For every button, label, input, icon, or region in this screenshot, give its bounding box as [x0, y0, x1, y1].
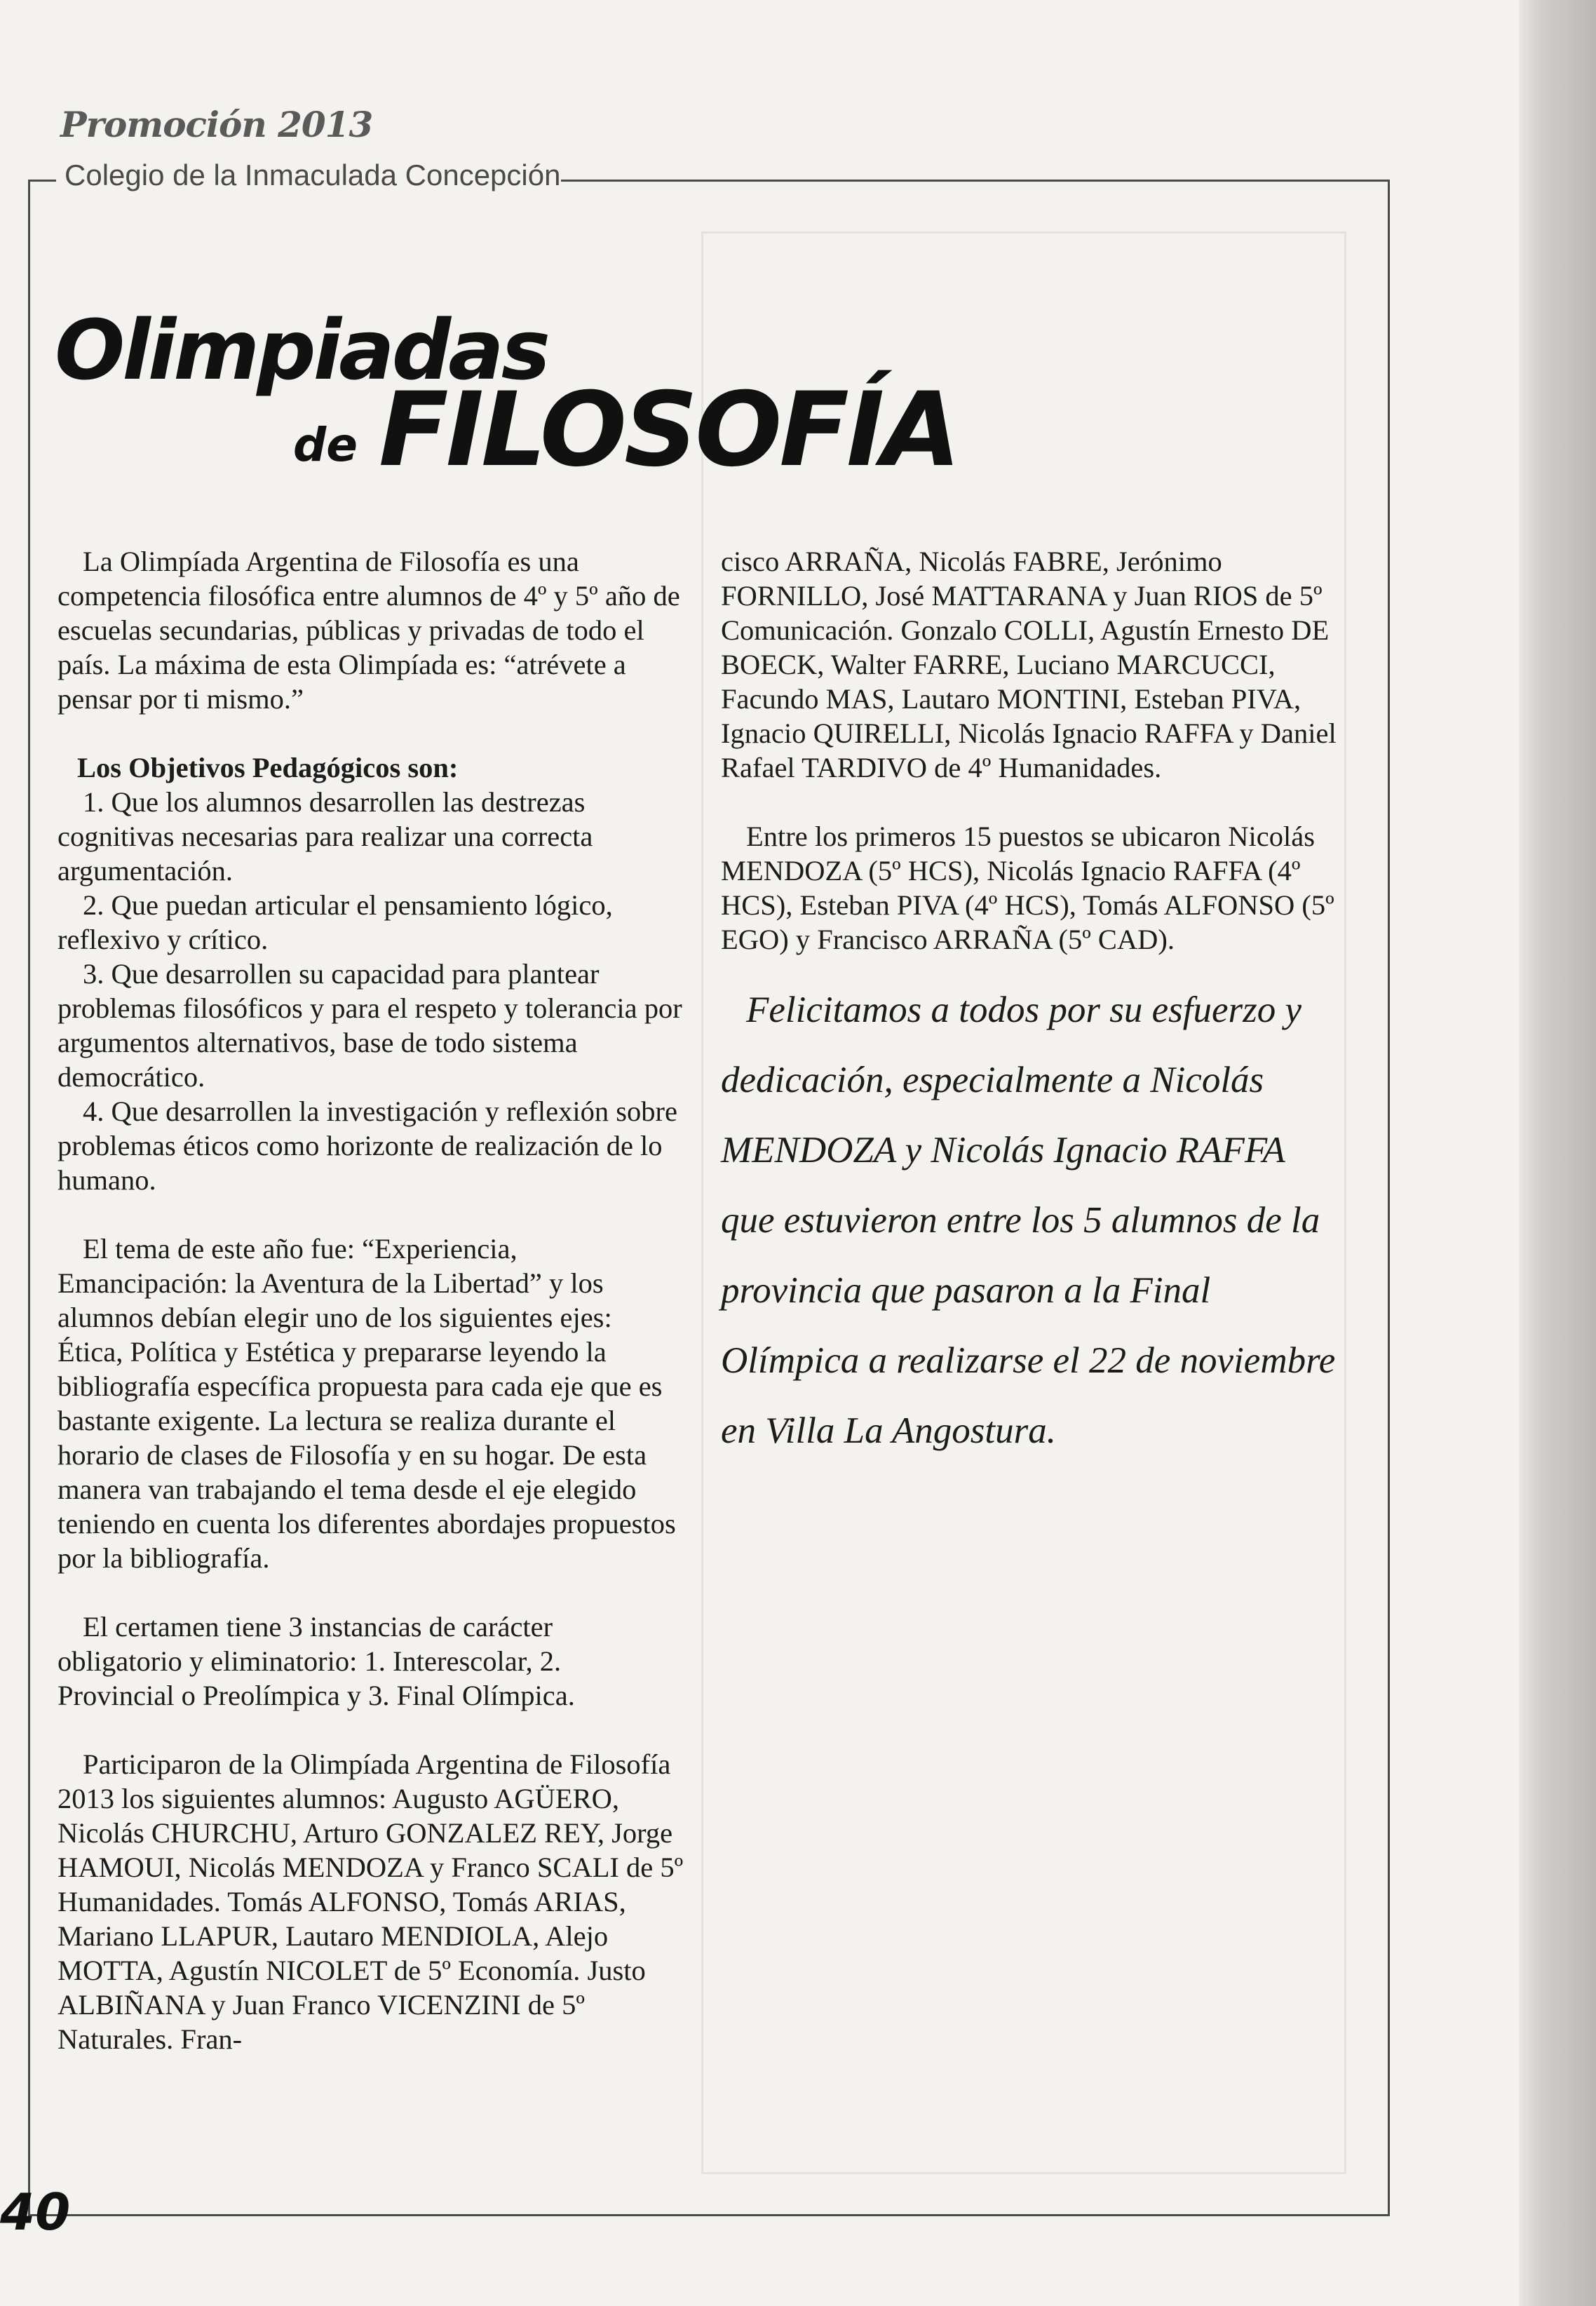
objective-item: 1. Que los alumnos desarrollen las destrezas cognitivas necesarias para realizar una correcta argumentación.	[58, 786, 593, 886]
intro-paragraph: La Olimpíada Argentina de Filosofía es una competencia filosófica entre alumnos de 4º y 5º año de escuelas secundarias, públicas y privadas de todo el país. La máxima de esta Olimpíada es: “atrévete a pensar por ti mismo.”	[58, 546, 680, 715]
objectives-title: Los Objetivos Pedagógicos son:	[77, 752, 459, 783]
congratulations-paragraph: Felicitamos a todos por su esfuerzo y dedicación, especialmente a Nicolás MENDOZA y Nicolás Ignacio RAFFA que estuvieron entre los 5 alumnos de la provincia que pasaron a la Final Olímpica a realizarse el 22 de noviembre en Villa La Angostura.	[721, 990, 1336, 1451]
objective-item: 2. Que puedan articular el pensamiento lógico, reflexivo y crítico.	[58, 889, 613, 955]
participants-paragraph: Participaron de la Olimpíada Argentina de Filosofía 2013 los siguientes alumnos: Augusto AGÜERO, Nicolás CHURCHU, Arturo GONZALEZ REY, Jorge HAMOUI, Nicolás MENDOZA y Franco SCALI de 5º Humanidades. Tomás ALFONSO, Tomás ARIAS, Mariano LLAPUR, Lautaro MENDIOLA, Alejo MOTTA, Agustín NICOLET de 5º Economía. Justo ALBIÑANA y Juan Franco VICENZINI de 5º Naturales. Fran-	[58, 1748, 684, 2055]
title-olimpiadas: Olimpiadas	[55, 302, 548, 398]
header-promo: Promoción 2013	[60, 104, 373, 145]
page-number: 40	[0, 2183, 71, 2241]
theme-paragraph: El tema de este año fue: “Experiencia, Emancipación: la Aventura de la Libertad” y los alumnos debían elegir uno de los siguientes ejes: Ética, Política y Estética y prepararse leyendo la bibliografía específica propuesta para cada eje que es bastante exigente. La lectura se realiza durante el horario de clases de Filosofía y en su hogar. De esta manera van trabajando el tema desde el eje elegido teniendo en cuenta los diferentes abordajes propuestos por la bibliografía.	[58, 1233, 676, 1574]
participants-continued: cisco ARRAÑA, Nicolás FABRE, Jerónimo FORNILLO, José MATTARANA y Juan RIOS de 5º Comunicación. Gonzalo COLLI, Agustín Ernesto DE BOECK, Walter FARRE, Luciano MARCUCCI, Facundo MAS, Lautaro MONTINI, Esteban PIVA, Ignacio QUIRELLI, Nicolás Ignacio RAFFA y Daniel Rafael TARDIVO de 4º Humanidades.	[721, 546, 1337, 783]
page-edge-shadow	[1519, 0, 1596, 2306]
title-filosofia: FILOSOFÍA	[379, 370, 959, 490]
top15-paragraph: Entre los primeros 15 puestos se ubicaron Nicolás MENDOZA (5º HCS), Nicolás Ignacio RAFFA (4º HCS), Esteban PIVA (4º HCS), Tomás ALFONSO (5º EGO) y Francisco ARRAÑA (5º CAD).	[721, 821, 1334, 955]
right-column	[721, 544, 1347, 1466]
title-de: de	[293, 418, 358, 472]
objective-item: 3. Que desarrollen su capacidad para plantear problemas filosóficos y para el respeto y tolerancia por argumentos alternativos, base de todo sistema democrático.	[58, 958, 682, 1093]
instances-paragraph: El certamen tiene 3 instancias de carácter obligatorio y eliminatorio: 1. Interescolar, 2. Provincial o Preolímpica y 3. Final Olímpica.	[58, 1611, 575, 1711]
objective-item: 4. Que desarrollen la investigación y reflexión sobre problemas éticos como horizonte de realización de lo humano.	[58, 1095, 677, 1196]
header-school-name: Colegio de la Inmaculada Concepción	[65, 159, 561, 191]
left-column	[58, 544, 684, 2056]
footer-rule	[70, 2214, 1390, 2216]
